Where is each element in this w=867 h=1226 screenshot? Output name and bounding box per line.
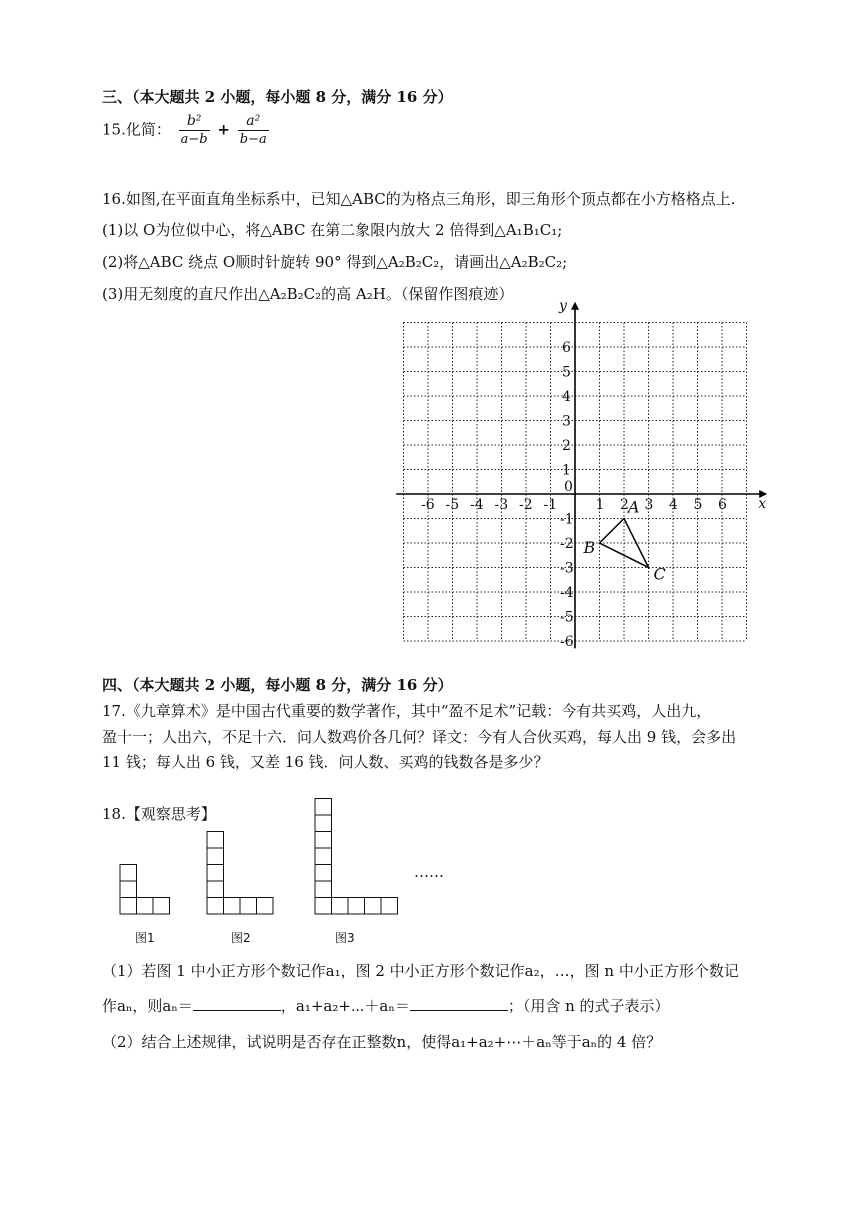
y-tick-label: 1 <box>562 462 571 479</box>
q18-part1-line-0: （1）若图 1 中小正方形个数记作a₁，图 2 中小正方形个数记作a₂，…，图 n 中小正方形个数记 <box>102 962 739 980</box>
q18-p1-text-a: 作aₙ，则aₙ＝ <box>102 997 193 1015</box>
small-square <box>315 799 332 816</box>
x-tick-label: -2 <box>519 497 533 513</box>
small-square <box>120 865 137 882</box>
small-square <box>315 832 332 849</box>
vertex-label-a: A <box>628 497 640 517</box>
fig3-caption: 图3 <box>335 931 355 945</box>
small-square <box>315 865 332 882</box>
figures-ellipsis: …… <box>414 863 444 881</box>
x-tick-label: 4 <box>669 497 678 513</box>
q15-plus: + <box>217 120 230 139</box>
q17-line-0: 17.《九章算术》是中国古代重要的数学著作，其中“盈不足术”记载：今有共买鸡，人出九， <box>102 702 712 720</box>
small-square <box>315 848 332 865</box>
small-square <box>315 815 332 832</box>
small-square <box>120 898 137 915</box>
q16-line-0: 16.如图,在平面直角坐标系中，已知△ABC的为格点三角形，即三角形个顶点都在小方格格点上. <box>102 190 736 208</box>
small-square <box>381 898 398 915</box>
y-tick-label: -5 <box>560 609 574 626</box>
small-square <box>348 898 365 915</box>
figure-2 <box>207 832 273 915</box>
x-tick-label: 6 <box>718 497 727 513</box>
small-square <box>240 898 257 915</box>
vertex-label-c: C <box>653 564 666 584</box>
q15-f1-numerator: b² <box>179 112 210 131</box>
q17-line-2: 11 钱；每人出 6 钱，又差 16 钱．问人数、买鸡的钱数各是多少？ <box>102 753 549 771</box>
q17-line-1: 盈十一；人出六，不足十六．问人数鸡价各几何？译文：今有人合伙买鸡，每人出 9 钱，会多出 <box>102 728 737 746</box>
x-tick-label: 3 <box>644 497 654 513</box>
y-tick-label: 6 <box>562 340 571 356</box>
fig1-caption: 图1 <box>135 931 155 945</box>
small-square <box>224 898 241 915</box>
x-tick-label: -5 <box>445 497 460 513</box>
x-tick-label: 5 <box>693 497 703 513</box>
x-tick-label: -4 <box>470 497 484 513</box>
q16-line-3: (3)用无刻度的直尺作出△A₂B₂C₂的高 A₂H。（保留作图痕迹） <box>102 285 514 303</box>
q16-line-1: (1)以 O为位似中心，将△ABC 在第二象限内放大 2 倍得到△A₁B₁C₁; <box>102 221 563 239</box>
fig2-caption: 图2 <box>231 931 251 945</box>
small-square <box>365 898 382 915</box>
x-tick-label: -1 <box>543 497 558 513</box>
small-square <box>315 881 332 898</box>
q18-p1-text-b: ，a₁+a₂+⋯＋aₙ＝ <box>280 997 410 1015</box>
q18-p1-text-c: ；（用含 n 的式子表示） <box>507 997 670 1015</box>
small-square <box>207 832 224 849</box>
y-tick-label: -1 <box>560 511 574 528</box>
y-axis-label: y <box>559 297 567 314</box>
y-tick-label: 4 <box>562 389 571 405</box>
section-3-title: 三、（本大题共 2 小题，每小题 8 分，满分 16 分） <box>102 88 453 106</box>
y-tick-label: -2 <box>560 536 574 552</box>
coordinate-grid-figure <box>400 297 767 652</box>
small-square <box>315 898 332 915</box>
q16-line-2: (2)将△ABC 绕点 O顺时针旋转 90° 得到△A₂B₂C₂，请画出△A₂B₂C₂; <box>102 253 568 271</box>
y-axis-arrow <box>571 302 579 310</box>
small-square <box>207 848 224 865</box>
small-square <box>257 898 274 915</box>
x-tick-label: -3 <box>494 497 509 513</box>
q15-fraction-2 <box>238 112 269 149</box>
y-tick-label: -6 <box>560 634 574 650</box>
figure-1 <box>120 865 170 915</box>
q18-title: 18.【观察思考】 <box>102 805 216 823</box>
tick-labels <box>421 298 766 650</box>
q15-f1-denominator: a−b <box>180 132 208 147</box>
x-tick-label: 1 <box>595 497 605 513</box>
q15-label: 15.化简： <box>102 120 171 139</box>
small-square <box>332 898 349 915</box>
x-tick-label: -6 <box>421 497 435 513</box>
section-4-title: 四、（本大题共 2 小题，每小题 8 分，满分 16 分） <box>102 676 453 694</box>
y-tick-label: -3 <box>560 560 574 577</box>
answer-blank-an[interactable] <box>193 996 281 1011</box>
q15-fraction-1 <box>179 112 210 149</box>
y-tick-label: 3 <box>562 413 571 430</box>
question-15 <box>102 112 272 149</box>
y-tick-label: -4 <box>560 585 574 601</box>
q18-part1-line-1 <box>102 995 670 1016</box>
small-square <box>207 865 224 882</box>
y-tick-label: 2 <box>562 438 571 454</box>
answer-blank-sum[interactable] <box>410 996 508 1011</box>
vertex-label-b: B <box>583 538 596 557</box>
q18-part2: （2）结合上述规律，试说明是否存在正整数n，使得a₁+a₂+⋯＋aₙ等于aₙ的 4 倍？ <box>102 1033 662 1051</box>
x-axis-label: x <box>758 496 767 512</box>
small-square <box>207 881 224 898</box>
figure-3 <box>315 799 398 915</box>
small-square <box>207 898 224 915</box>
small-square <box>153 898 170 915</box>
q15-f2-denominator: b−a <box>239 132 267 147</box>
square-pattern-figures <box>110 830 430 950</box>
y-tick-label: 5 <box>562 364 571 381</box>
q15-f2-numerator: a² <box>238 112 269 131</box>
small-square <box>137 898 154 915</box>
small-square <box>120 881 137 898</box>
origin-label: 0 <box>564 479 573 495</box>
x-tick-label: 2 <box>620 497 629 513</box>
axes <box>396 302 767 649</box>
